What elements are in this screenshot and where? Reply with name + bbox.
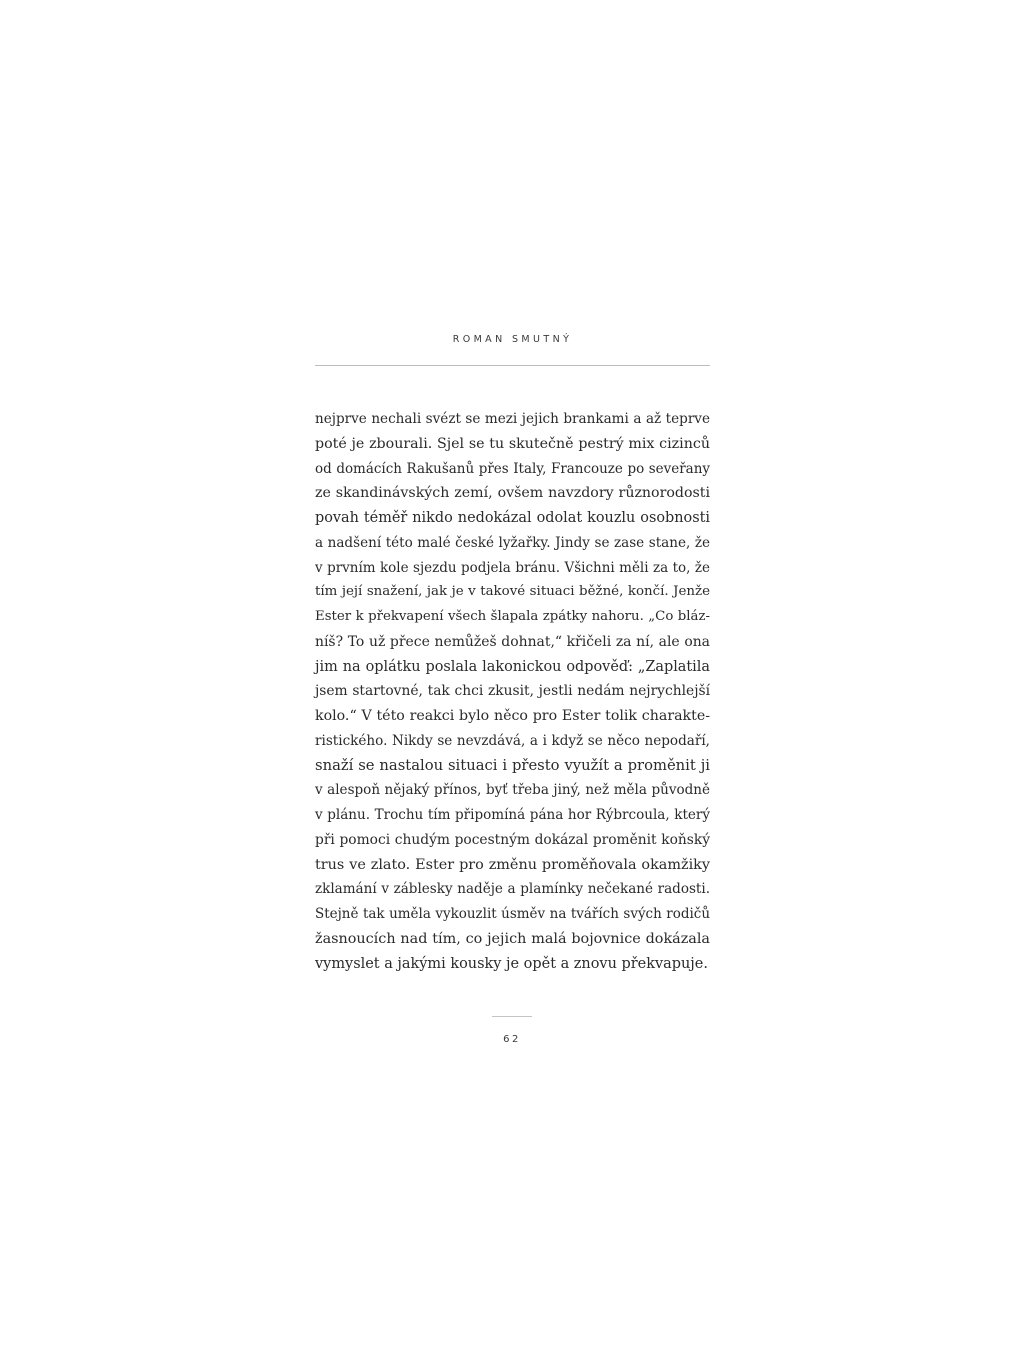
text-line: zklamání v záblesky naděje a plamínky nečekané radosti. <box>315 881 710 898</box>
text-line: trus ve zlato. Ester pro změnu proměňovala okamžiky <box>315 856 710 873</box>
text-line: tím její snažení, jak je v takové situaci běžné, končí. Jenže <box>315 584 710 600</box>
text-line: ristického. Nikdy se nevzdává, a i když se něco nepodaří, <box>315 732 710 749</box>
text-line: a nadšení této malé české lyžařky. Jindy se zase stane, že <box>315 534 710 551</box>
text-line: ze skandinávských zemí, ovšem navzdory různorodosti <box>315 485 710 502</box>
running-head: ROMAN SMUTNÝ <box>452 334 573 345</box>
text-line: v alespoň nějaký přínos, byť třeba jiný, než měla původně <box>315 782 710 799</box>
text-line: jsem startovné, tak chci zkusit, jestli nedám nejrychlejší <box>315 683 710 700</box>
text-line: při pomoci chudým pocestným dokázal proměnit koňský <box>315 831 710 848</box>
header-divider <box>315 365 710 366</box>
page-number: 62 <box>503 1034 521 1045</box>
text-line: níš? To už přece nemůžeš dohnat,“ křičeli za ní, ale ona <box>315 633 710 650</box>
text-line: poté je zbourali. Sjel se tu skutečně pestrý mix cizinců <box>315 435 710 452</box>
text-line: nejprve nechali svézt se mezi jejich brankami a až teprve <box>315 411 710 427</box>
text-line: vymyslet a jakými kousky je opět a znovu překvapuje. <box>315 955 708 972</box>
text-line: povah téměř nikdo nedokázal odolat kouzlu osobnosti <box>315 510 710 526</box>
text-line: Stejně tak uměla vykouzlit úsměv na tvářích svých rodičů <box>315 906 710 922</box>
text-line: v plánu. Trochu tím připomíná pána hor Rýbrcoula, který <box>315 807 710 823</box>
text-line: Ester k překvapení všech šlapala zpátky nahoru. „Co bláz- <box>315 609 710 624</box>
body-text <box>315 407 710 976</box>
text-line: jim na oplátku poslala lakonickou odpověď: „Zaplatila <box>315 658 710 675</box>
text-line: snaží se nastalou situaci i přesto využít a proměnit ji <box>315 756 710 774</box>
text-line: kolo.“ V této reakci bylo něco pro Ester tolik charakte- <box>315 708 710 724</box>
text-line: od domácích Rakušanů přes Italy, Francouze po seveřany <box>315 460 710 477</box>
text-line: v prvním kole sjezdu podjela bránu. Všichni měli za to, že <box>315 559 710 576</box>
folio-divider <box>492 1016 532 1017</box>
text-line: žasnoucích nad tím, co jejich malá bojovnice dokázala <box>315 930 710 947</box>
